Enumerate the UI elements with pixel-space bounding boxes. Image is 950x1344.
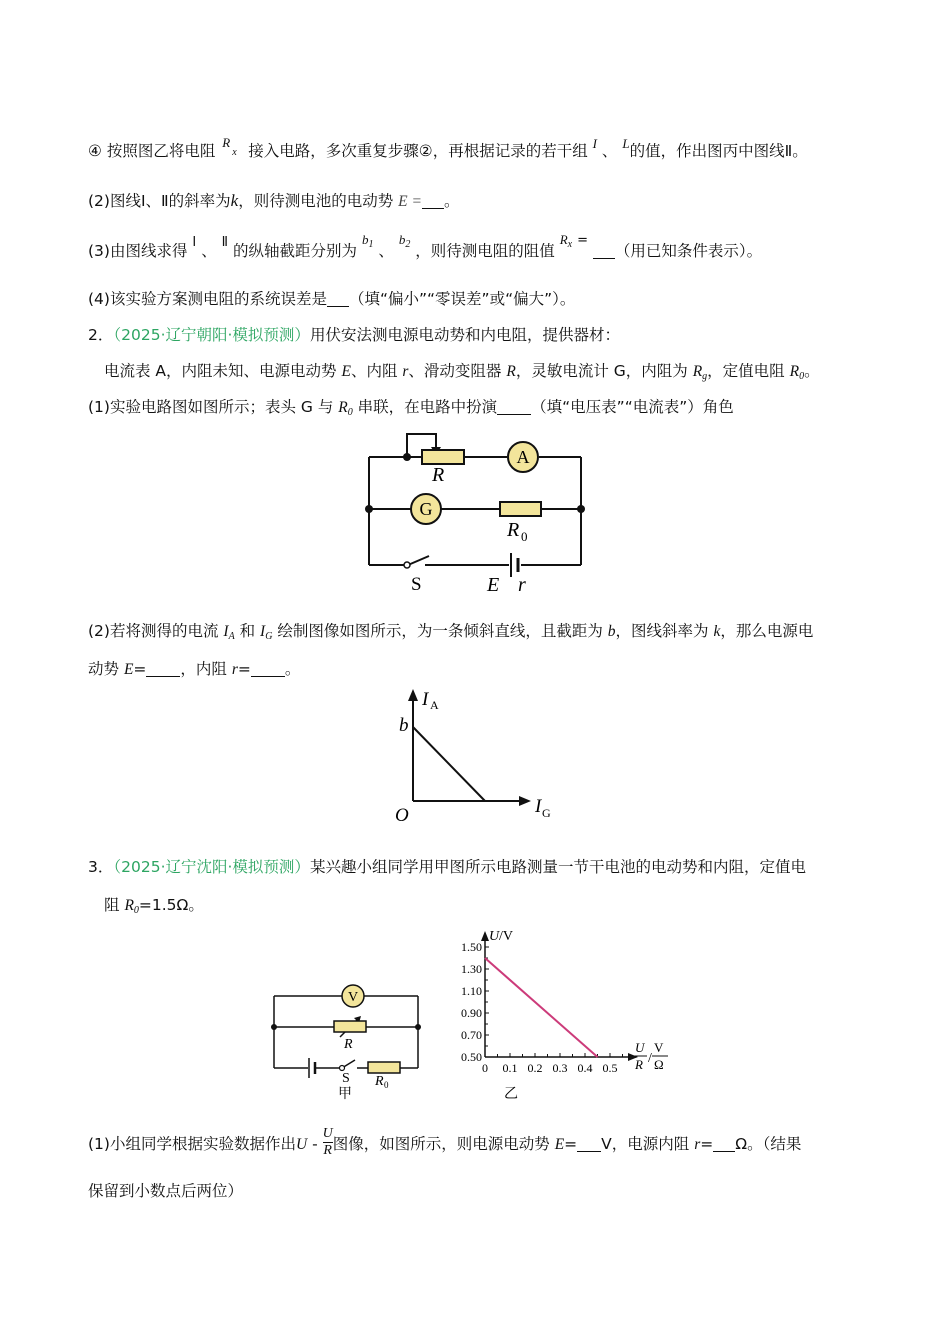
r0-label-sub: 0 bbox=[521, 529, 528, 544]
fraction-u-over-r bbox=[323, 1126, 333, 1159]
r-symbol: r bbox=[402, 363, 409, 380]
text: ，图线斜率为 bbox=[615, 622, 714, 640]
q2-part2 bbox=[88, 620, 813, 648]
q2-part1 bbox=[88, 396, 734, 424]
y-tick-label: 0.70 bbox=[461, 1028, 482, 1042]
x-axis-label-sub: G bbox=[542, 806, 551, 820]
k-symbol: k bbox=[713, 623, 721, 640]
y-axis-label-unit: /V bbox=[499, 929, 513, 944]
sep: 、 bbox=[378, 242, 394, 260]
text: 接入电路，多次重复步骤②，再根据记录的若干组 bbox=[248, 142, 588, 160]
text: (1)实验电路图如图所示；表头 G 与 bbox=[88, 398, 339, 416]
r0-letter: R bbox=[789, 363, 800, 380]
x-axis-label-r: R bbox=[635, 1057, 643, 1072]
text: 按照图乙将电阻 bbox=[106, 142, 216, 160]
emf-answer-blank[interactable] bbox=[146, 660, 180, 677]
text: (1)小组同学根据实验数据作出 bbox=[88, 1135, 296, 1153]
e-symbol: E = bbox=[398, 193, 422, 210]
text: 绘制图像如图所示，为一条倾斜直线，且截距为 bbox=[272, 622, 608, 640]
junction-node bbox=[577, 505, 585, 513]
denominator: R bbox=[323, 1143, 332, 1158]
y-axis-label-sub: A bbox=[430, 698, 439, 712]
origin-label: O bbox=[395, 805, 409, 826]
line-2-label: Ⅱ bbox=[221, 235, 229, 250]
q2-equipment bbox=[104, 360, 820, 388]
voltmeter-label: V bbox=[347, 990, 359, 1005]
text: 。 bbox=[443, 192, 460, 210]
step-number: ④ bbox=[88, 142, 102, 160]
resistor-R0 bbox=[368, 1062, 400, 1073]
sep: 、 bbox=[601, 142, 618, 160]
text: ，内阻 bbox=[180, 660, 232, 678]
text: 、滑动变阻器 bbox=[408, 362, 507, 380]
text: = bbox=[700, 1135, 714, 1153]
y-axis-label-u: U bbox=[489, 929, 500, 944]
text: = bbox=[133, 660, 147, 678]
r0-sub: 0 bbox=[133, 905, 139, 916]
x-axis-arrow bbox=[519, 796, 531, 806]
text: 的值，作出图丙中图线Ⅱ。 bbox=[629, 142, 808, 160]
dash: - bbox=[307, 1135, 323, 1153]
text: （填“电压表”“电流表”）角色 bbox=[531, 398, 734, 416]
x-axis-label: I bbox=[535, 796, 542, 817]
b-symbol: b bbox=[607, 623, 616, 640]
rx-symbol bbox=[220, 135, 248, 158]
text: 、内阻 bbox=[350, 362, 403, 380]
b2-symbol bbox=[399, 230, 411, 248]
emf-label: E bbox=[487, 574, 500, 596]
answer-blank[interactable] bbox=[593, 242, 615, 259]
text: (2)若将测得的电流 bbox=[88, 622, 224, 640]
b2-letter: b bbox=[398, 232, 406, 247]
q2-part2-line2 bbox=[88, 658, 300, 681]
q3-header-line2 bbox=[104, 894, 204, 922]
q3-u-vs-ur-chart bbox=[445, 925, 680, 1105]
R-symbol: R bbox=[506, 363, 516, 380]
e-symbol: E bbox=[123, 661, 134, 678]
ia-letter: I bbox=[223, 623, 229, 640]
y-tick-label: 1.50 bbox=[461, 940, 482, 954]
text: 图像，如图所示，则电源电动势 bbox=[332, 1135, 555, 1153]
rheostat-R bbox=[422, 450, 464, 464]
text: （填“偏小”“零误差”或“偏大”）。 bbox=[348, 290, 576, 308]
q2-header bbox=[88, 324, 620, 346]
x-axis-slash: / bbox=[648, 1051, 652, 1066]
switch-terminal bbox=[340, 1066, 345, 1071]
r0-letter: R bbox=[124, 897, 134, 914]
step4-line bbox=[88, 135, 808, 163]
figure-caption-jia: 甲 bbox=[338, 1086, 352, 1102]
x-axis-unit-ohm: Ω bbox=[654, 1057, 664, 1072]
y-axis-arrow bbox=[408, 689, 418, 701]
junction-node bbox=[271, 1024, 277, 1030]
text: ，那么电源电 bbox=[720, 622, 814, 640]
x-tick-label: 0.5 bbox=[602, 1061, 618, 1075]
u-symbol: U bbox=[295, 1136, 308, 1153]
ig-sub: G bbox=[265, 631, 273, 642]
resistor-R0 bbox=[500, 502, 541, 516]
r-symbol: r bbox=[231, 661, 238, 678]
y-tick-label: 1.30 bbox=[461, 962, 482, 976]
ammeter-label: A bbox=[516, 447, 530, 467]
ia-sub: A bbox=[228, 631, 235, 642]
x-tick-label: 0.4 bbox=[577, 1061, 593, 1075]
text: 。 bbox=[284, 660, 301, 678]
text: 电流表 A，内阻未知、电源电动势 bbox=[104, 362, 342, 380]
text: 和 bbox=[234, 622, 261, 640]
q3-part1 bbox=[88, 1128, 801, 1161]
y-axis-label: I bbox=[422, 689, 429, 710]
text: （用已知条件表示）。 bbox=[614, 242, 763, 260]
q2-ia-ig-graph bbox=[385, 685, 570, 830]
junction-node bbox=[365, 505, 373, 513]
text: 动势 bbox=[88, 660, 124, 678]
y-tick-label: 1.10 bbox=[461, 984, 482, 998]
x-tick-label: 0.3 bbox=[552, 1061, 568, 1075]
data-line bbox=[485, 958, 598, 1057]
emf-answer-blank[interactable] bbox=[577, 1135, 601, 1152]
text: 某兴趣小组同学用甲图所示电路测量一节干电池的电动势和内阻，定值电 bbox=[309, 858, 806, 876]
i-symbol: I bbox=[592, 136, 597, 151]
x-axis-label-u: U bbox=[635, 1040, 645, 1055]
q3-header bbox=[88, 856, 806, 878]
b1-symbol bbox=[362, 230, 374, 248]
rg-sub: g bbox=[702, 371, 708, 382]
text: 用伏安法测电源电动势和内电阻，提供器材： bbox=[309, 326, 620, 344]
text: 串联，在电路中扮演 bbox=[352, 398, 498, 416]
y-tick-label: 0.50 bbox=[461, 1050, 482, 1064]
text: =1.5Ω。 bbox=[138, 896, 204, 914]
q3-part1-line2 bbox=[88, 1180, 243, 1202]
b1-sub: 1 bbox=[368, 239, 374, 250]
switch-label: S bbox=[342, 1071, 350, 1086]
rg-letter: R bbox=[692, 363, 703, 380]
junction-node bbox=[403, 453, 411, 461]
r0-sub: 0 bbox=[347, 407, 353, 418]
rheostat-R bbox=[334, 1021, 366, 1032]
rheostat-label: R bbox=[344, 1037, 353, 1052]
line-1-label: Ⅰ bbox=[192, 235, 197, 250]
b1-letter: b bbox=[361, 232, 369, 247]
intercept-label: b bbox=[399, 715, 409, 736]
text: ，则待测电阻的阻值 bbox=[415, 242, 555, 260]
question-number: 2． bbox=[88, 326, 114, 344]
r0-letter: R bbox=[338, 399, 348, 416]
x-tick-label: 0.2 bbox=[527, 1061, 543, 1075]
x-axis-unit-v: V bbox=[654, 1040, 664, 1055]
r-answer-blank[interactable] bbox=[713, 1135, 735, 1152]
rheostat-label: R bbox=[432, 464, 445, 486]
part3-line bbox=[88, 232, 763, 268]
answer-blank[interactable] bbox=[327, 290, 349, 307]
r-symbol: r bbox=[694, 1136, 701, 1153]
question-number: 3． bbox=[88, 858, 114, 876]
rx-letter: R bbox=[559, 232, 568, 247]
text: = bbox=[564, 1135, 578, 1153]
l-symbol: L bbox=[622, 136, 630, 151]
part2-line bbox=[88, 190, 460, 213]
y-tick-label: 0.90 bbox=[461, 1006, 482, 1020]
text: 。 bbox=[804, 362, 820, 380]
r0-label-sub: 0 bbox=[384, 1080, 389, 1090]
q2-circuit-diagram bbox=[355, 425, 595, 600]
rx-sub: x bbox=[567, 239, 573, 250]
text: = bbox=[237, 660, 251, 678]
figure-caption-yi: 乙 bbox=[504, 1086, 518, 1102]
galvanometer-label: G bbox=[419, 499, 433, 519]
answer-blank[interactable] bbox=[497, 398, 531, 415]
e-symbol: E bbox=[554, 1136, 565, 1153]
text: 阻 bbox=[104, 896, 125, 914]
eq: = bbox=[577, 233, 588, 248]
rx-symbol bbox=[560, 230, 588, 248]
r0-label: R bbox=[375, 1074, 384, 1089]
text: V，电源内阻 bbox=[601, 1135, 695, 1153]
r0-sub: 0 bbox=[799, 371, 805, 382]
r0-label: R bbox=[507, 519, 520, 541]
text: 保留到小数点后两位） bbox=[88, 1182, 244, 1200]
text: ，灵敏电流计 G，内阻为 bbox=[515, 362, 693, 380]
sep: 、 bbox=[201, 242, 217, 260]
rx-sub: x bbox=[232, 147, 237, 158]
text: 的纵轴截距分别为 bbox=[232, 242, 357, 260]
e-symbol: E bbox=[341, 363, 351, 380]
text: Ω。（结果 bbox=[735, 1135, 802, 1153]
q3-circuit-diagram bbox=[268, 980, 428, 1105]
b2-sub: 2 bbox=[405, 239, 411, 250]
text: (2)图线Ⅰ、Ⅱ的斜率为 bbox=[88, 192, 231, 210]
x-tick-label: 0.1 bbox=[502, 1061, 518, 1075]
x-tick-label: 0 bbox=[482, 1061, 488, 1075]
text: ，定值电阻 bbox=[707, 362, 790, 380]
question-source: （2025·辽宁朝阳·模拟预测） bbox=[113, 326, 310, 344]
answer-blank[interactable] bbox=[422, 192, 444, 209]
numerator: U bbox=[322, 1126, 333, 1141]
text: ，则待测电池的电动势 bbox=[238, 192, 394, 210]
part4-line bbox=[88, 288, 575, 310]
ig-letter: I bbox=[260, 623, 266, 640]
rx-letter: R bbox=[222, 135, 231, 150]
junction-node bbox=[415, 1024, 421, 1030]
switch-terminal bbox=[404, 562, 410, 568]
question-source: （2025·辽宁沈阳·模拟预测） bbox=[113, 858, 310, 876]
internal-r-label: r bbox=[518, 574, 526, 596]
switch-label: S bbox=[411, 574, 422, 595]
y-axis-arrow bbox=[481, 931, 489, 941]
r-answer-blank[interactable] bbox=[251, 660, 285, 677]
text: (3)由图线求得 bbox=[88, 242, 188, 260]
k-symbol: k bbox=[230, 191, 239, 210]
text: (4)该实验方案测电阻的系统误差是 bbox=[88, 290, 327, 308]
